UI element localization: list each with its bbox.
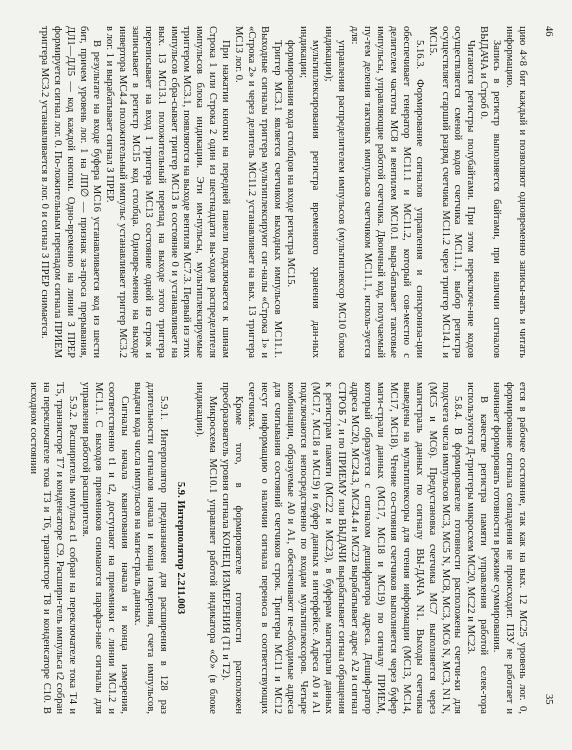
- right-text-column: [27, 382, 528, 714]
- paragraph: цию 4×8 бит каждый и позволяют одновременно записы-вать и читать информацию.: [504, 26, 528, 358]
- paragraph: Запись в регистр выполняется байтами, при наличии сигналов ВЫДАЧА и Строб 0.: [478, 26, 503, 358]
- paragraph: При нажатии кнопки на передней панели подключается к шинам Строка 1 или Строка 2 один из шестнадцати вы-ходов распределителя импульсов блока индикации. Эти им-пульсы, мультиплексируемые триггером МС3.1, появляются на выходе вентиля МС7.3. Первый из этих импульсов сбра-сывает триггер МС13 в состояние 0 и устанавливает на вых. 13 МС13.1 положительный перепад на выходе этого триггера переписывает на вход 1 триггера МС13 состояние одной из строк и записывает в регистр МС15 код столбца. Одновре-менно на выходе инвертора МС4.4 положительный импульс устанавливает триггер МС3.2 в лог. 1 и вырабатывает сигнал З ПРЕР.: [104, 26, 232, 358]
- paragraph: 5.9.1. Интерполятор предназначен для расширения в 128 раз длительности сигналов начала и конца измерения, счета импульсов, выдачи кода числа импульсов на маги-страль данных.: [131, 382, 169, 714]
- paragraph: формирования кода столбцов на входе регистра МС15.: [284, 40, 296, 288]
- paragraph: управления распределителем импульсов (мультиплексор МС10 блока индикации);: [323, 26, 348, 358]
- left-text-column: [38, 26, 528, 358]
- paragraph: В результате на входе буфера МС16 устанавливается код из шести бит, причем уровень лог. 1 на ЛП∅ — признак за-проса прерывания, ДЛ1—ДЛ5 — код каждой кнопки. Одно-временно на линии З ПРЕР формируется сигнал лог. 0. По-ложительным перепадом сигнала ПРИЕМ триггера МС3.2 устанавливается в лог. 0 и сигнал З ПРЕР снимается.: [39, 26, 103, 358]
- paragraph: мультиплексирования регистра временного хранения дан-ных индикации;: [297, 26, 322, 358]
- paragraph: 5.8.4. В формирователе готовности расположены счетчи-ки для подсчета числа импульсов МС3, МС5 N, МС8, МС3, МС6 N, МС3, N1 N, (МС5 и МС6). Предустановка счетчика МС7 выполняется через магистраль данных по сигналу ВЫ-ДАЧА N1. Выходы счетчика выведены на мультиплексоры для чтения информации (МС13, МС14, МС17, МС18). Чтение со-стояния счетчиков выполняется через буфер маги-страли данных (МС17, МС18 и МС19) по сигналу ПРИЕМ, который образуется с сигналом дешифратора адреса. Дешиф-ратор адреса МС20, МС24.3, МС24.4 и МС23 вырабатывает адрес А2 и сигнал СТРОБ 7, и по ПРИЕМУ или ВЫДАЧИ вырабатывает сигнал обращения к регистрам памяти (МС22 и МС23), в буферам магистрали данных (МС17, МС18 и МС19) и буфер данных в интерфейсе. Адреса А0 и А1 подключаются непосредственно по входам мультиплексоров. Четыре комбинации, образуемые А0 и А1, обеспечивают не-обходимые адреса для считывания состояний счетчиков строк. Триггеры МС11 и МС12 несут информацию о наличии сигнала переноса в соответствующих счетчиках.: [245, 382, 464, 714]
- paragraph: Кроме того, в формирователе готовности расположен преобразователь уровня сигнала КОНЕЦ ИЗМЕРЕНИЯ (Т1 и Т2).: [220, 382, 245, 714]
- paragraph: 5.16.3. Формирование сигналов управления и синхрониза-ции обеспечивает генератор МС11.1 и МС11.2, который сов-местно с делителем частоты МС8 и вентилем МС10.1 выра-батывает тактовые импульсы, управляющие работой счетчика. Двоичный код, получаемый пу-тем деления тактовых импульсов счетчиком МС11.1, исполь-зуется для:: [349, 26, 425, 358]
- paragraph: 5.9.2. Расширитель импульса t1 собран на переключателе тока Т4 и Т5, транзисторе Т7 и конденсаторе С9. Расшири-тель импульса t2 собран на переключателе тока Т3 и Т6, транзисторе Т8 и конденсаторе С10. В исходном состоянии: [28, 382, 79, 714]
- page-number-right: 35: [543, 694, 554, 705]
- paragraph: Триггер МС3.1 является счетчиком выходных импульсов МС11.1. Выходные сигналы триггера мультиплексируют сиг-налы «Строка 1» и «Строка 2» и через делитель МС11.2 устанавливает на вых. 13 триггера МС13 лог. 0.: [233, 26, 283, 358]
- page-number-left: 46: [543, 26, 554, 37]
- paragraph: В качестве регистра памяти управления работой селек-тора используются Д-триггеры микросхем МС20, МС22 и МС23.: [465, 382, 490, 714]
- paragraph: Сигналы начала квантования начала и конца измерения, соответственно t1 и t2, доступают на приемники с линии МС1.2 и МС1.1. С выходов приемников снимаются парафаз-ные сигналы для управления работой расширителя.: [80, 382, 130, 714]
- section-heading: 5.9. Интерполятор 2.211.003: [175, 481, 187, 615]
- paragraph: Микросхема МС10.1 управляет работой индикатора «∅» (в блоке индикации).: [194, 382, 219, 714]
- paragraph: ется в рабочее состояние, так как на вых. 12 МС25 уровень лог. 0, формирование сигнала совпадения не происходит. ПЗУ не работает и начинает формировать готовности в режиме суммирования.: [491, 382, 528, 714]
- paragraph: Читаются регистры полубайтами. При этом переключе-ние кодов осуществляется сменой кодов счетчика МС11.1, выбор регистра осуществляет старший разряд счетчика МС11.2 через триггер МС14.1 и МС15.: [426, 26, 477, 358]
